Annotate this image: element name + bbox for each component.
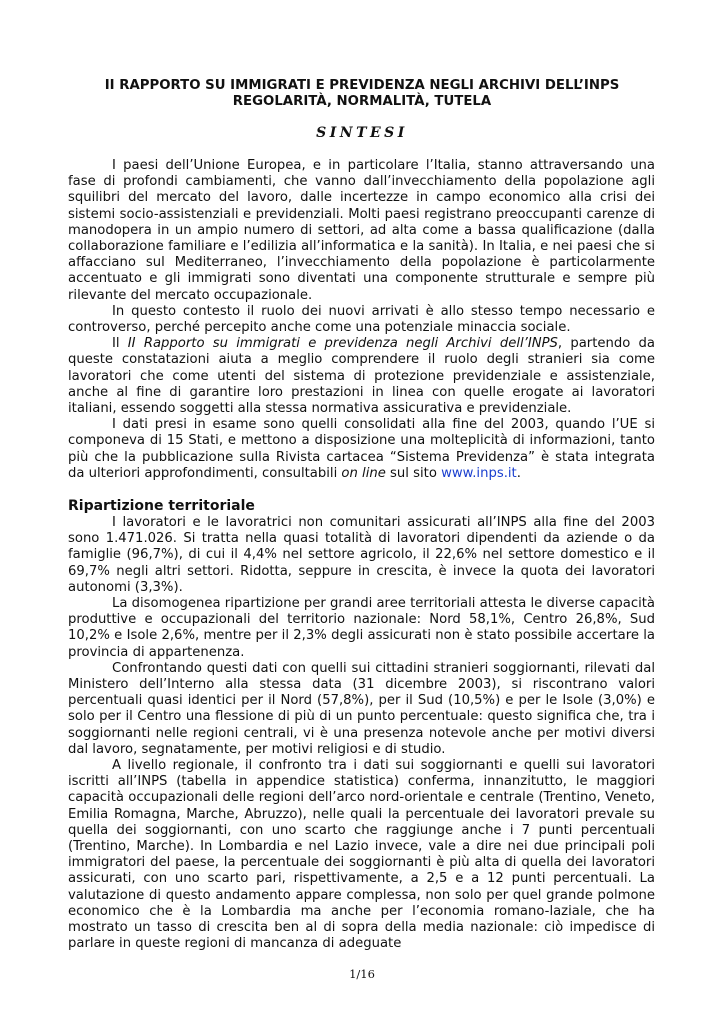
intro-section — [68, 158, 655, 482]
section-paragraph-3: Confrontando questi dati con quelli sui cittadini stranieri soggiornanti, rilevati dal Ministero dell’Interno alla stessa data (31 dicembre 2003), si riscontrano valori percentuali quasi identici per il Nord (57,8%), per il Sud (10,5%) e per le Isole (3,0%) e solo per il Centro una flessione di più di un punto percentuale: questo significa che, tra i soggiornanti nelle regioni centrali, vi è una presenza notevole anche per motivi diversi dal lavoro, segnatamente, per motivi religiosi e di studio. — [68, 660, 655, 757]
page-number: 1/16 — [349, 967, 375, 981]
section-paragraph-1: I lavoratori e le lavoratrici non comunitari assicurati all’INPS alla fine del 2003 sono 1.471.026. Si tratta nella quasi totalità di lavoratori dipendenti da aziende o da famiglie (96,7%), di cui il 4,4% nel settore agricolo, il 22,6% nel settore domestico e il 69,7% negli altri settori. Ridotta, seppure in crescita, è invece la quota dei lavoratori autonomi (3,3%). — [68, 515, 655, 595]
p3-text-end: , partendo da queste constatazioni aiuta a meglio comprendere il ruolo degli stranieri sia come lavoratori che come utenti del sistema di protezione previdenziale e assistenziale, anche al fine di garantire loro prestazioni in linea con quelle erogate ai lavoratori italiani, essendo soggetti alla stessa normativa assicurativa e previdenziale. — [68, 336, 655, 417]
p4-text-end: . — [516, 465, 521, 481]
report-title-italic: II Rapporto su immigrati e previdenza negli Archivi dell’INPS — [127, 336, 558, 352]
sintesi-heading: SINTESI — [316, 125, 408, 141]
intro-paragraph-2: In questo contesto il ruolo dei nuovi arrivati è allo stesso tempo necessario e controverso, perché percepito anche come una potenziale minaccia sociale. — [68, 303, 655, 336]
ripartizione-section — [68, 515, 655, 952]
online-italic: on line — [341, 465, 386, 481]
section-heading-ripartizione: Ripartizione territoriale — [68, 498, 255, 514]
section-paragraph-2: La disomogenea ripartizione per grandi aree territoriali attesta le diverse capacità produttive e occupazionali del territorio nazionale: Nord 58,1%, Centro 26,8%, Sud 10,2% e Isole 2,6%, mentre per il 2,3% degli assicurati non è stato possibile accertare la provincia di appartenenza. — [68, 596, 655, 660]
p3-text-start: Il — [112, 336, 128, 352]
section-paragraph-4: A livello regionale, il confronto tra i dati sui soggiornanti e quelli sui lavoratori iscritti all’INPS (tabella in appendice statistica) conferma, innanzitutto, le maggiori capacità occupazionali delle regioni dell’arco nord-orientale e centrale (Trentino, Veneto, Emilia Romagna, Marche, Abruzzo), nelle quali la percentuale dei lavoratori prevale su quella dei soggiornanti, con uno scarto che raggiunge anche i 7 punti percentuali (Trentino, Marche). In Lombardia e nel Lazio invece, vale a dire nei due principali poli immigratori del paese, la percentuale dei soggiornanti è più alta di quella dei lavoratori assicurati, con uno scarto pari, rispettivamente, a 2,5 e a 12 punti percentuali. La valutazione di questo andamento appare complessa, non solo per quel grande polmone economico che è la Lombardia ma anche per l’economia romano-laziale, che ha mostrato un tasso di crescita ben al di sopra della media nazionale: ciò impedisce di parlare in queste regioni di mancanza di adeguate — [68, 758, 655, 952]
intro-paragraph-4 — [68, 417, 655, 482]
intro-paragraph-3 — [68, 336, 655, 417]
p4-text-start: I dati presi in esame sono quelli consolidati alla fine del 2003, quando l’UE si componeva di 15 Stati, e mettono a disposizione una molteplicità di informazioni, tanto più che la pubblicazione sulla Rivista cartacea “Sistema Previdenza” è stata integrata da ulteriori approfondimenti, consultabili — [68, 417, 655, 481]
document-title — [60, 78, 664, 110]
title-line-2: REGOLARITÀ, NORMALITÀ, TUTELA — [232, 94, 492, 109]
intro-paragraph-1: I paesi dell’Unione Europea, e in particolare l’Italia, stanno attraversando una fase di profondi cambiamenti, che vanno dall’invecchiamento della popolazione agli squilibri del mercato del lavoro, dalle incertezze in campo economico alla crisi dei sistemi socio-assistenziali e previdenziali. Molti paesi registrano preoccupanti carenze di manodopera in un ampio numero di settori, ad alta come a bassa qualificazione (dalla collaborazione familiare e l’edilizia all’informatica e la sanità). In Italia, e nei paesi che si affacciano sul Mediterraneo, l’invecchiamento della popolazione è particolarmente accentuato e gli immigrati sono diventati una componente strutturale e sempre più rilevante del mercato occupazionale. — [68, 158, 655, 303]
inps-website-link[interactable]: www.inps.it — [441, 465, 517, 481]
p4-text-mid: sul sito — [385, 465, 442, 481]
title-line-1: II RAPPORTO SU IMMIGRATI E PREVIDENZA NEGLI ARCHIVI DELL’INPS — [104, 78, 620, 93]
